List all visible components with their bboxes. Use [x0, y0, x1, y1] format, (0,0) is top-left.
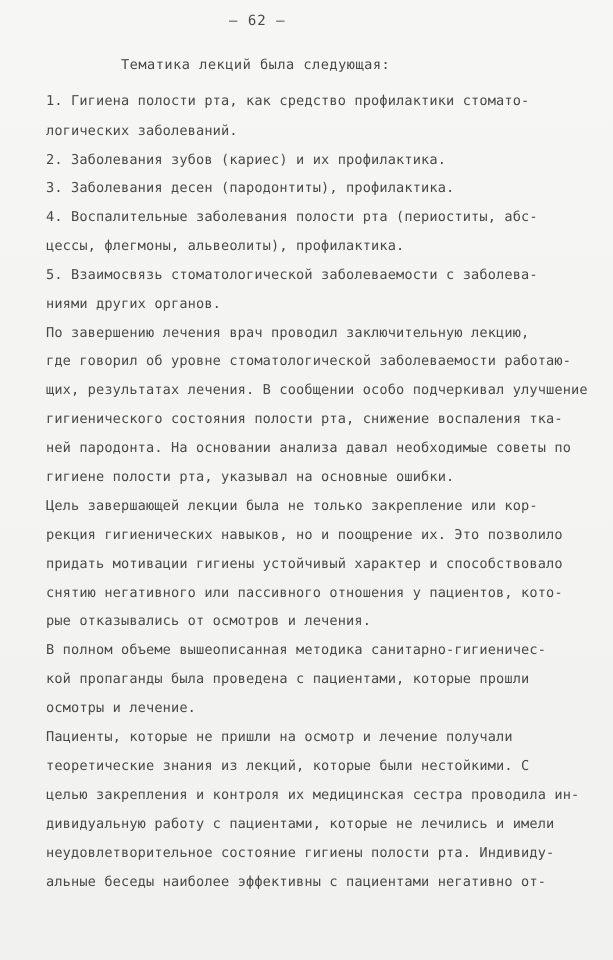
text-line: теоретические знания из лекций, которые были нестойкими. С: [46, 758, 530, 774]
text-line: рые отказывались от осмотров и лечения.: [46, 613, 372, 629]
text-line: кой пропаганды была проведена с пациентами, которые прошли: [46, 671, 530, 687]
text-line: где говорил об уровне стоматологической заболеваемости работаю-: [46, 353, 572, 369]
text-line: целью закрепления и контроля их медицинская сестра проводила ин-: [46, 787, 580, 803]
text-line: Пациенты, которые не пришли на осмотр и лечение получали: [46, 729, 513, 745]
text-line: гигиенического состояния полости рта, снижение воспаления тка-: [46, 411, 563, 427]
text-line: осмотры и лечение.: [46, 700, 197, 716]
text-line: 1. Гигиена полости рта, как средство профилактики стомато-: [46, 93, 530, 109]
page-number: – 62 –: [229, 13, 286, 29]
text-line: щих, результатах лечения. В сообщении особо подчеркивал улучшение: [46, 382, 588, 398]
text-line: снятию негативного или пассивного отношения у пациентов, кото-: [46, 585, 563, 601]
text-line: 4. Воспалительные заболевания полости рта (периоститы, абс-: [46, 209, 538, 225]
text-line: логических заболеваний.: [46, 123, 238, 139]
text-line: 5. Взаимосвязь стоматологической заболеваемости с заболева-: [46, 267, 538, 283]
text-line: 2. Заболевания зубов (кариес) и их профилактика.: [46, 152, 447, 168]
text-line: гигиене полости рта, указывал на основные ошибки.: [46, 469, 455, 485]
text-line: Цель завершающей лекции была не только закрепление или кор-: [46, 498, 538, 514]
text-line: ней пародонта. На основании анализа давал необходимые советы по: [46, 440, 572, 456]
text-line: цессы, флегмоны, альвеолиты), профилактика.: [46, 238, 405, 254]
text-line: По завершению лечения врач проводил заключительную лекцию,: [46, 325, 530, 341]
text-line: неудовлетворительное состояние гигиены полости рта. Индивиду-: [46, 845, 555, 861]
text-line: рекция гигиенических навыков, но и поощрение их. Это позволило: [46, 527, 563, 543]
text-line: В полном объеме вышеописанная методика санитарно-гигиеничес-: [46, 642, 547, 658]
text-line: дивидуальную работу с пациентами, которые не лечились и имели: [46, 816, 555, 832]
text-line: ниями других органов.: [46, 296, 222, 312]
lecture-topics-heading: Тематика лекций была следующая:: [121, 57, 391, 73]
text-line: альные беседы наиболее эффективны с пациентами негативно от-: [46, 874, 547, 890]
text-line: 3. Заболевания десен (пародонтиты), профилактика.: [46, 180, 455, 196]
text-line: придать мотивации гигиены устойчивый характер и способствовало: [46, 556, 563, 572]
